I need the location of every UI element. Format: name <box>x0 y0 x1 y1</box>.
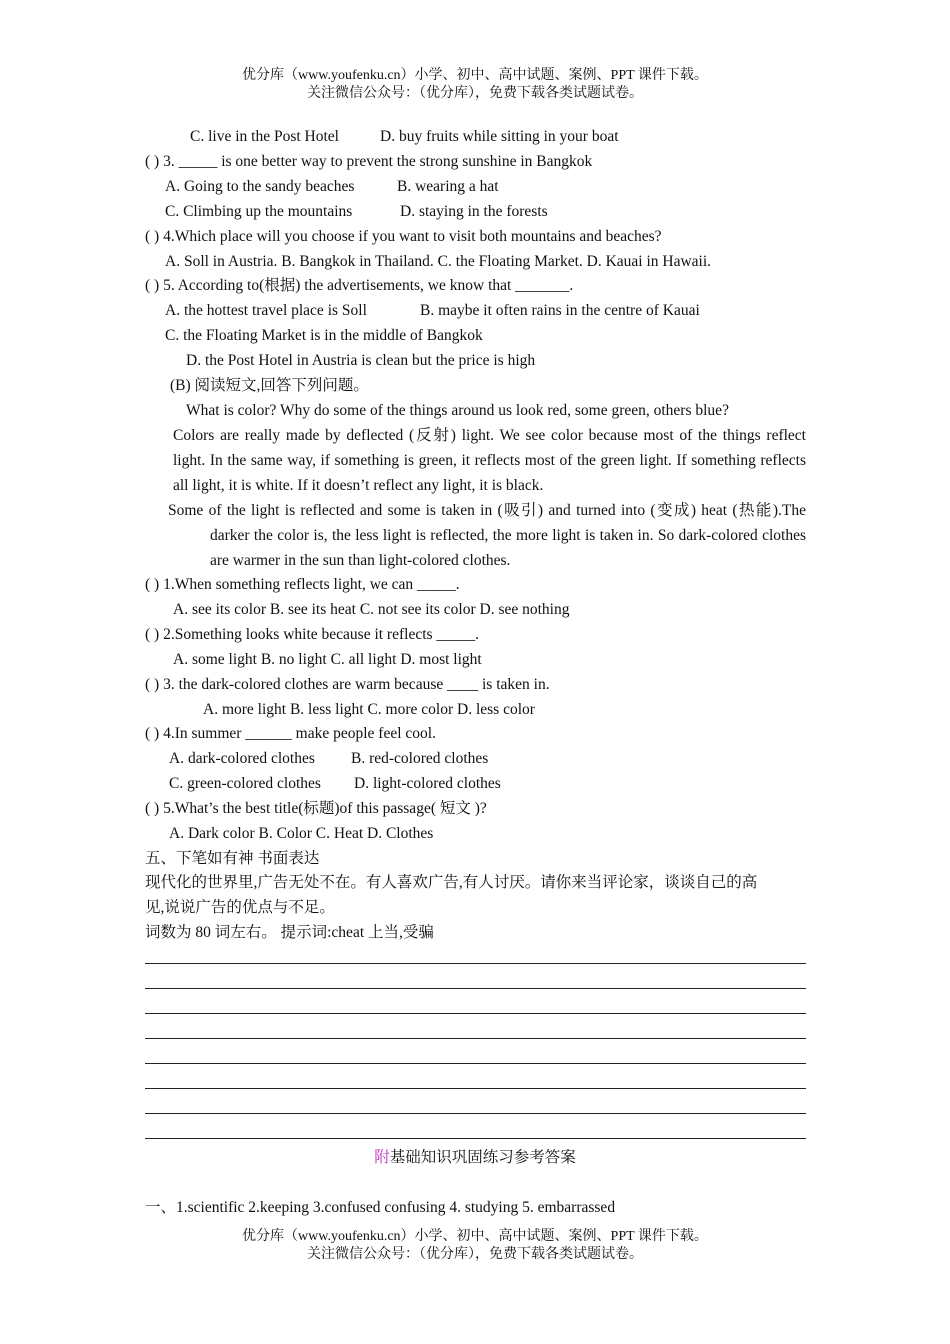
b-q5-stem: ( ) 5.What’s the best title(标题)of this passage( 短文 )? <box>145 800 487 817</box>
q5-option-c: C. the Floating Market is in the middle of Bangkok <box>165 327 483 344</box>
b-q2-options: A. some light B. no light C. all light D. most light <box>173 651 482 668</box>
passage-paragraph-1-text: Colors are really made by deflected (反射) light. We see color because most of the things reflect light. In the same way, if something is green, it reflects most of the green light. If something reflects all light, it is white. If it doesn’t reflect any light, it is black. <box>173 427 806 494</box>
q3-stem: ( ) 3. _____ is one better way to prevent the strong sunshine in Bangkok <box>145 153 593 170</box>
b-q1-stem: ( ) 1.When something reflects light, we can _____. <box>145 576 460 593</box>
q3-option-c: C. Climbing up the mountains <box>165 203 353 220</box>
footer-wechat-line: 关注微信公众号：（优分库），免费下载各类试题试卷。 <box>307 1247 643 1262</box>
writing-line[interactable] <box>145 988 806 989</box>
passage-paragraph-2-text: Some of the light is reflected and some is taken in (吸引) and turned into (变成) heat (热能).The darker the color is, the less light is reflected, the more light is taken in. So dark-colored clothes are warmer in the sun than light-colored clothes. <box>168 502 806 569</box>
footer-site-line: 优分库（www.youfenku.cn）小学、初中、高中试题、案例、PPT 课件下载。 <box>242 1229 708 1244</box>
answers-title-text: 基础知识巩固练习参考答案 <box>389 1149 576 1166</box>
q5-option-a: A. the hottest travel place is Soll <box>165 302 367 319</box>
writing-line[interactable] <box>145 1113 806 1114</box>
b-q4-option-d: D. light-colored clothes <box>354 775 501 792</box>
writing-prompt-line-2: 见,说说广告的优点与不足。 <box>145 899 335 916</box>
header-site-line: 优分库（www.youfenku.cn）小学、初中、高中试题、案例、PPT 课件下载。 <box>242 68 708 83</box>
part-b-heading: (B) 阅读短文,回答下列问题。 <box>170 377 369 394</box>
writing-line[interactable] <box>145 1088 806 1089</box>
writing-line[interactable] <box>145 1013 806 1014</box>
header-wechat-line: 关注微信公众号：（优分库），免费下载各类试题试卷。 <box>307 86 643 101</box>
q3-option-b: B. wearing a hat <box>397 178 499 195</box>
passage-paragraph-1 <box>173 423 806 498</box>
b-q1-options: A. see its color B. see its heat C. not see its color D. see nothing <box>173 601 570 618</box>
q4-options: A. Soll in Austria. B. Bangkok in Thailand. C. the Floating Market. D. Kauai in Hawaii. <box>165 253 712 270</box>
q2-option-c: C. live in the Post Hotel <box>190 128 339 145</box>
writing-line[interactable] <box>145 1138 806 1139</box>
q2-option-d: D. buy fruits while sitting in your boat <box>380 128 619 145</box>
writing-heading: 五、下笔如有神 书面表达 <box>145 850 320 867</box>
writing-hint: 词数为 80 词左右。 提示词:cheat 上当,受骗 <box>145 924 434 941</box>
q3-option-a: A. Going to the sandy beaches <box>165 178 355 195</box>
b-q4-option-a: A. dark-colored clothes <box>169 750 315 767</box>
q5-option-b: B. maybe it often rains in the centre of Kauai <box>420 302 700 319</box>
q3-option-d: D. staying in the forests <box>400 203 548 220</box>
b-q4-stem: ( ) 4.In summer ______ make people feel cool. <box>145 725 436 742</box>
writing-line[interactable] <box>145 963 806 964</box>
b-q3-options: A. more light B. less light C. more color D. less color <box>203 701 535 718</box>
answers-title-mark: 附 <box>374 1149 390 1166</box>
b-q5-options: A. Dark color B. Color C. Heat D. Clothes <box>169 825 434 842</box>
b-q2-stem: ( ) 2.Something looks white because it reflects _____. <box>145 626 480 643</box>
answers-title <box>0 1148 950 1168</box>
b-q4-option-c: C. green-colored clothes <box>169 775 321 792</box>
writing-prompt-line-1: 现代化的世界里,广告无处不在。有人喜欢广告,有人讨厌。请你来当评论家，谈谈自己的高 <box>145 874 758 891</box>
writing-line[interactable] <box>145 1038 806 1039</box>
b-q4-option-b: B. red-colored clothes <box>351 750 489 767</box>
writing-line[interactable] <box>145 1063 806 1064</box>
q5-stem: ( ) 5. According to(根据) the advertisements, we know that _______. <box>145 277 574 294</box>
passage-intro: What is color? Why do some of the things around us look red, some green, others blue? <box>186 402 729 419</box>
q4-stem: ( ) 4.Which place will you choose if you want to visit both mountains and beaches? <box>145 228 662 245</box>
q5-option-d: D. the Post Hotel in Austria is clean but the price is high <box>186 352 536 369</box>
passage-paragraph-2 <box>168 498 806 573</box>
answers-line-1: 一、1.scientific 2.keeping 3.confused confusing 4. studying 5. embarrassed <box>145 1199 616 1216</box>
b-q3-stem: ( ) 3. the dark-colored clothes are warm because ____ is taken in. <box>145 676 550 693</box>
